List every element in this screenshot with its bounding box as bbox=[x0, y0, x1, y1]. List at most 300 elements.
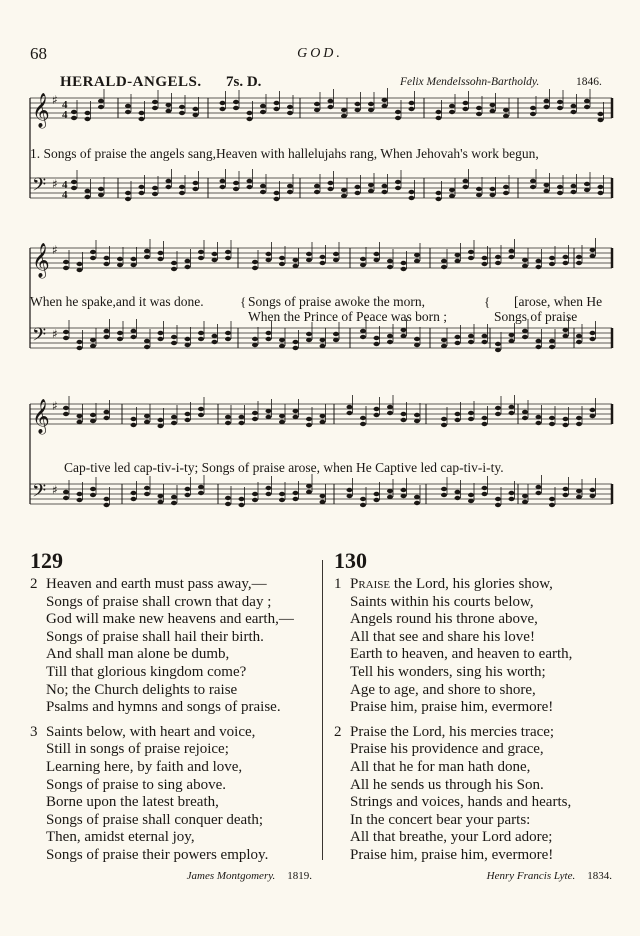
note-head bbox=[220, 107, 226, 111]
note-head bbox=[598, 118, 604, 122]
note-head bbox=[125, 191, 131, 195]
note-head bbox=[131, 417, 137, 421]
sharp-icon: ♯ bbox=[52, 177, 58, 191]
verse-text: All that breathe, your Lord adore; bbox=[350, 829, 553, 846]
note-head bbox=[328, 181, 334, 185]
note-head bbox=[193, 181, 199, 185]
note-head bbox=[401, 488, 407, 492]
note-head bbox=[522, 335, 528, 339]
note-head bbox=[71, 110, 77, 114]
note-head bbox=[436, 191, 442, 195]
verse-line bbox=[334, 759, 618, 777]
note-head bbox=[125, 110, 131, 114]
note-head bbox=[503, 108, 509, 112]
note-head bbox=[77, 498, 83, 502]
note-head bbox=[293, 340, 299, 344]
note-head bbox=[306, 417, 312, 421]
verse-text: Psalms and hymns and songs of praise. bbox=[46, 699, 281, 716]
note-head bbox=[490, 193, 496, 197]
note-head bbox=[158, 418, 164, 422]
note-head bbox=[355, 108, 361, 112]
note-head bbox=[90, 344, 96, 348]
note-head bbox=[401, 334, 407, 338]
note-head bbox=[185, 487, 191, 491]
verse-line bbox=[334, 664, 618, 682]
note-head bbox=[557, 185, 563, 189]
note-head bbox=[347, 488, 353, 492]
note-head bbox=[125, 197, 131, 201]
note-head bbox=[536, 345, 542, 349]
note-head bbox=[233, 100, 239, 104]
note-head bbox=[360, 329, 366, 333]
note-head bbox=[77, 268, 83, 272]
note-head bbox=[536, 339, 542, 343]
note-head bbox=[104, 503, 110, 507]
verse-line bbox=[30, 759, 320, 777]
note-head bbox=[436, 110, 442, 114]
stanza-number: 1 bbox=[334, 576, 342, 592]
verse-text: Heaven and earth must pass away,— bbox=[46, 576, 267, 592]
author: Henry Francis Lyte. bbox=[486, 869, 576, 882]
note-head bbox=[333, 338, 339, 342]
note-head bbox=[490, 109, 496, 113]
verse-text: Praise him, praise him, evermore! bbox=[350, 699, 554, 716]
note-head bbox=[328, 99, 334, 103]
note-head bbox=[468, 256, 474, 260]
verse-text: Songs of praise shall hail their birth. bbox=[46, 628, 264, 645]
note-head bbox=[77, 340, 83, 344]
note-head bbox=[522, 264, 528, 268]
verse-text: Angels round his throne above, bbox=[350, 611, 538, 628]
note-head bbox=[455, 496, 461, 500]
note-head bbox=[77, 262, 83, 266]
note-head bbox=[247, 179, 253, 183]
note-head bbox=[260, 184, 266, 188]
system2-lyric-b1: Songs of praise awoke the morn, bbox=[248, 294, 425, 309]
note-head bbox=[387, 495, 393, 499]
note-head bbox=[360, 416, 366, 420]
note-head bbox=[522, 500, 528, 504]
note-head bbox=[530, 112, 536, 116]
note-head bbox=[401, 418, 407, 422]
note-head bbox=[287, 111, 293, 115]
note-head bbox=[571, 104, 577, 108]
note-head bbox=[171, 415, 177, 419]
note-head bbox=[279, 420, 285, 424]
note-head bbox=[104, 335, 110, 339]
note-head bbox=[455, 490, 461, 494]
note-head bbox=[522, 416, 528, 420]
note-head bbox=[171, 501, 177, 505]
verse-text: Songs of praise shall conquer death; bbox=[46, 811, 264, 828]
note-head bbox=[401, 412, 407, 416]
note-head bbox=[247, 117, 253, 121]
hymn-129 bbox=[30, 548, 320, 884]
note-head bbox=[549, 339, 555, 343]
note-head bbox=[98, 105, 104, 109]
note-head bbox=[576, 255, 582, 259]
note-head bbox=[90, 338, 96, 342]
note-head bbox=[198, 491, 204, 495]
note-head bbox=[401, 267, 407, 271]
note-head bbox=[293, 497, 299, 501]
note-head bbox=[563, 334, 569, 338]
note-head bbox=[63, 490, 69, 494]
note-head bbox=[590, 337, 596, 341]
note-head bbox=[225, 421, 231, 425]
note-head bbox=[341, 194, 347, 198]
note-head bbox=[536, 491, 542, 495]
note-head bbox=[414, 343, 420, 347]
note-head bbox=[468, 250, 474, 254]
note-head bbox=[266, 252, 272, 256]
note-head bbox=[476, 187, 482, 191]
note-head bbox=[158, 494, 164, 498]
note-head bbox=[441, 259, 447, 263]
note-head bbox=[563, 487, 569, 491]
note-head bbox=[414, 501, 420, 505]
note-head bbox=[387, 340, 393, 344]
note-head bbox=[266, 409, 272, 413]
note-head bbox=[584, 99, 590, 103]
note-head bbox=[347, 411, 353, 415]
note-head bbox=[476, 193, 482, 197]
system1-lyric: 1. Songs of praise the angels sang,Heaven with hallelujahs rang, When Jehovah's work begun, bbox=[30, 146, 539, 161]
note-head bbox=[401, 261, 407, 265]
note-head bbox=[401, 494, 407, 498]
note-head bbox=[441, 417, 447, 421]
note-head bbox=[455, 412, 461, 416]
note-head bbox=[387, 265, 393, 269]
note-head bbox=[63, 496, 69, 500]
note-head bbox=[239, 497, 245, 501]
note-head bbox=[468, 334, 474, 338]
note-head bbox=[185, 343, 191, 347]
note-head bbox=[212, 252, 218, 256]
tune-name: HERALD-ANGELS. bbox=[60, 74, 202, 90]
verse-line bbox=[334, 829, 618, 847]
note-head bbox=[360, 497, 366, 501]
hymn-130-verses bbox=[334, 576, 618, 865]
verse-text: the Lord, his glories show, bbox=[393, 576, 553, 592]
system2-lyric-a: When he spake,and it was done. bbox=[30, 294, 204, 309]
note-head bbox=[98, 187, 104, 191]
note-head bbox=[503, 191, 509, 195]
note-head bbox=[225, 415, 231, 419]
note-head bbox=[63, 336, 69, 340]
note-head bbox=[387, 334, 393, 338]
note-head bbox=[360, 335, 366, 339]
note-head bbox=[563, 423, 569, 427]
note-head bbox=[495, 261, 501, 265]
verse-text: All that see and share his love! bbox=[350, 628, 535, 645]
note-head bbox=[368, 102, 374, 106]
note-head bbox=[179, 111, 185, 115]
note-head bbox=[225, 337, 231, 341]
time-signature: 4 bbox=[62, 179, 68, 191]
note-head bbox=[185, 259, 191, 263]
note-head bbox=[414, 413, 420, 417]
note-head bbox=[125, 104, 131, 108]
note-head bbox=[441, 338, 447, 342]
note-head bbox=[139, 111, 145, 115]
note-head bbox=[374, 342, 380, 346]
note-head bbox=[63, 412, 69, 416]
note-head bbox=[320, 255, 326, 259]
note-head bbox=[571, 184, 577, 188]
note-head bbox=[266, 337, 272, 341]
note-head bbox=[387, 411, 393, 415]
note-head bbox=[90, 487, 96, 491]
system2-brace-1: { bbox=[240, 294, 247, 309]
note-head bbox=[306, 423, 312, 427]
note-head bbox=[252, 337, 258, 341]
note-head bbox=[347, 494, 353, 498]
note-head bbox=[584, 182, 590, 186]
note-head bbox=[266, 415, 272, 419]
note-head bbox=[495, 406, 501, 410]
note-head bbox=[144, 486, 150, 490]
note-head bbox=[382, 184, 388, 188]
note-head bbox=[463, 179, 469, 183]
verse-line bbox=[334, 812, 618, 830]
note-head bbox=[374, 498, 380, 502]
verse-line bbox=[30, 724, 320, 742]
running-head: GOD. bbox=[297, 46, 343, 61]
verse-line bbox=[334, 576, 618, 594]
note-head bbox=[171, 261, 177, 265]
note-head bbox=[279, 262, 285, 266]
note-head bbox=[71, 186, 77, 190]
note-head bbox=[455, 341, 461, 345]
note-head bbox=[233, 106, 239, 110]
note-head bbox=[131, 335, 137, 339]
note-head bbox=[212, 340, 218, 344]
note-head bbox=[104, 410, 110, 414]
note-head bbox=[279, 338, 285, 342]
note-head bbox=[333, 252, 339, 256]
note-head bbox=[225, 256, 231, 260]
verse-text: Learning here, by faith and love, bbox=[46, 758, 243, 775]
note-head bbox=[185, 337, 191, 341]
note-head bbox=[549, 422, 555, 426]
note-head bbox=[293, 258, 299, 262]
note-head bbox=[482, 334, 488, 338]
hymn-number: 129 bbox=[30, 548, 63, 573]
note-head bbox=[490, 103, 496, 107]
note-head bbox=[225, 331, 231, 335]
note-head bbox=[536, 421, 542, 425]
verse-text: Then, amidst eternal joy, bbox=[46, 829, 195, 846]
note-head bbox=[455, 253, 461, 257]
note-head bbox=[598, 191, 604, 195]
note-head bbox=[563, 261, 569, 265]
stanza-number: 2 bbox=[30, 576, 38, 592]
note-head bbox=[449, 110, 455, 114]
note-head bbox=[449, 104, 455, 108]
note-head bbox=[117, 263, 123, 267]
note-head bbox=[198, 331, 204, 335]
note-head bbox=[306, 484, 312, 488]
column-divider bbox=[322, 560, 323, 860]
note-head bbox=[63, 266, 69, 270]
note-head bbox=[274, 107, 280, 111]
note-head bbox=[314, 190, 320, 194]
note-head bbox=[374, 252, 380, 256]
note-head bbox=[509, 405, 515, 409]
note-head bbox=[171, 421, 177, 425]
stanza-number: 3 bbox=[30, 723, 38, 740]
time-signature: 4 bbox=[62, 109, 68, 121]
note-head bbox=[482, 422, 488, 426]
bass-clef-icon: 𝄢 bbox=[32, 325, 47, 350]
verse-text: Till that glorious kingdom come? bbox=[46, 663, 247, 680]
system2-lyric-c2: Songs of praise bbox=[494, 309, 578, 324]
note-head bbox=[158, 424, 164, 428]
hymn-130-attribution bbox=[334, 866, 618, 884]
note-head bbox=[71, 116, 77, 120]
verse-line bbox=[30, 664, 320, 682]
note-head bbox=[90, 419, 96, 423]
verse-text: Tell his wonders, sing his worth; bbox=[350, 663, 546, 680]
note-head bbox=[252, 343, 258, 347]
note-head bbox=[193, 187, 199, 191]
note-head bbox=[468, 411, 474, 415]
note-head bbox=[212, 258, 218, 262]
note-head bbox=[287, 105, 293, 109]
note-head bbox=[544, 105, 550, 109]
note-head bbox=[266, 331, 272, 335]
note-head bbox=[576, 422, 582, 426]
note-head bbox=[306, 252, 312, 256]
note-head bbox=[166, 109, 172, 113]
note-head bbox=[166, 103, 172, 107]
note-head bbox=[522, 410, 528, 414]
verse-line bbox=[30, 611, 320, 629]
verse-line bbox=[334, 741, 618, 759]
bass-clef-icon: 𝄢 bbox=[32, 175, 47, 200]
note-head bbox=[468, 493, 474, 497]
note-head bbox=[239, 503, 245, 507]
verse-text: No; the Church delights to raise bbox=[46, 681, 238, 698]
note-head bbox=[590, 248, 596, 252]
note-head bbox=[590, 414, 596, 418]
stanza-number: 2 bbox=[334, 723, 342, 740]
note-head bbox=[441, 423, 447, 427]
note-head bbox=[260, 104, 266, 108]
note-head bbox=[355, 102, 361, 106]
note-head bbox=[287, 190, 293, 194]
note-head bbox=[166, 185, 172, 189]
verse-text: Praise his providence and grace, bbox=[350, 741, 544, 758]
note-head bbox=[409, 107, 415, 111]
note-head bbox=[544, 189, 550, 193]
time-signature: 4 bbox=[62, 189, 68, 201]
note-head bbox=[503, 114, 509, 118]
stanza-first-word: Praise bbox=[350, 576, 391, 592]
note-head bbox=[85, 195, 91, 199]
note-head bbox=[144, 339, 150, 343]
sharp-icon: ♯ bbox=[52, 243, 58, 257]
hymn-129-attribution bbox=[30, 866, 320, 884]
verse-line bbox=[30, 777, 320, 795]
note-head bbox=[117, 331, 123, 335]
verse-line bbox=[334, 611, 618, 629]
note-head bbox=[252, 411, 258, 415]
note-head bbox=[360, 257, 366, 261]
note-head bbox=[387, 259, 393, 263]
note-head bbox=[563, 255, 569, 259]
note-head bbox=[293, 264, 299, 268]
note-head bbox=[198, 337, 204, 341]
note-head bbox=[171, 267, 177, 271]
note-head bbox=[341, 108, 347, 112]
note-head bbox=[139, 191, 145, 195]
note-head bbox=[590, 408, 596, 412]
note-head bbox=[463, 107, 469, 111]
verse-text: Still in songs of praise rejoice; bbox=[46, 741, 229, 758]
note-head bbox=[549, 256, 555, 260]
system2-lyric-b2: When the Prince of Peace was born ; bbox=[248, 309, 448, 324]
verse-text: Age to age, and shore to shore, bbox=[350, 681, 536, 698]
note-head bbox=[117, 337, 123, 341]
note-head bbox=[590, 331, 596, 335]
verse-line bbox=[30, 829, 320, 847]
note-head bbox=[63, 260, 69, 264]
note-head bbox=[279, 414, 285, 418]
note-head bbox=[266, 492, 272, 496]
note-head bbox=[171, 495, 177, 499]
note-head bbox=[260, 190, 266, 194]
note-head bbox=[368, 189, 374, 193]
note-head bbox=[104, 497, 110, 501]
tune-composer: Felix Mendelssohn-Bartholdy. bbox=[400, 76, 540, 88]
note-head bbox=[225, 502, 231, 506]
note-head bbox=[274, 101, 280, 105]
verse-line bbox=[334, 847, 618, 865]
verse-line bbox=[30, 847, 320, 865]
note-head bbox=[239, 415, 245, 419]
verse-text: Songs of praise shall crown that day ; bbox=[46, 593, 272, 610]
verse-text: Earth to heaven, and heaven to earth, bbox=[350, 646, 573, 663]
note-head bbox=[509, 339, 515, 343]
note-head bbox=[576, 334, 582, 338]
note-head bbox=[179, 191, 185, 195]
note-head bbox=[139, 117, 145, 121]
note-head bbox=[374, 413, 380, 417]
note-head bbox=[287, 184, 293, 188]
note-head bbox=[530, 179, 536, 183]
verse-line bbox=[30, 794, 320, 812]
note-head bbox=[185, 493, 191, 497]
note-head bbox=[252, 492, 258, 496]
note-head bbox=[530, 185, 536, 189]
note-head bbox=[279, 256, 285, 260]
note-head bbox=[320, 338, 326, 342]
stanza bbox=[334, 724, 618, 865]
note-head bbox=[382, 190, 388, 194]
note-head bbox=[414, 337, 420, 341]
note-head bbox=[144, 420, 150, 424]
note-head bbox=[368, 183, 374, 187]
note-head bbox=[185, 418, 191, 422]
note-head bbox=[584, 105, 590, 109]
treble-clef-icon: 𝄞 bbox=[32, 93, 50, 128]
note-head bbox=[495, 497, 501, 501]
note-head bbox=[509, 255, 515, 259]
author: James Montgomery. bbox=[186, 869, 276, 882]
note-head bbox=[563, 493, 569, 497]
